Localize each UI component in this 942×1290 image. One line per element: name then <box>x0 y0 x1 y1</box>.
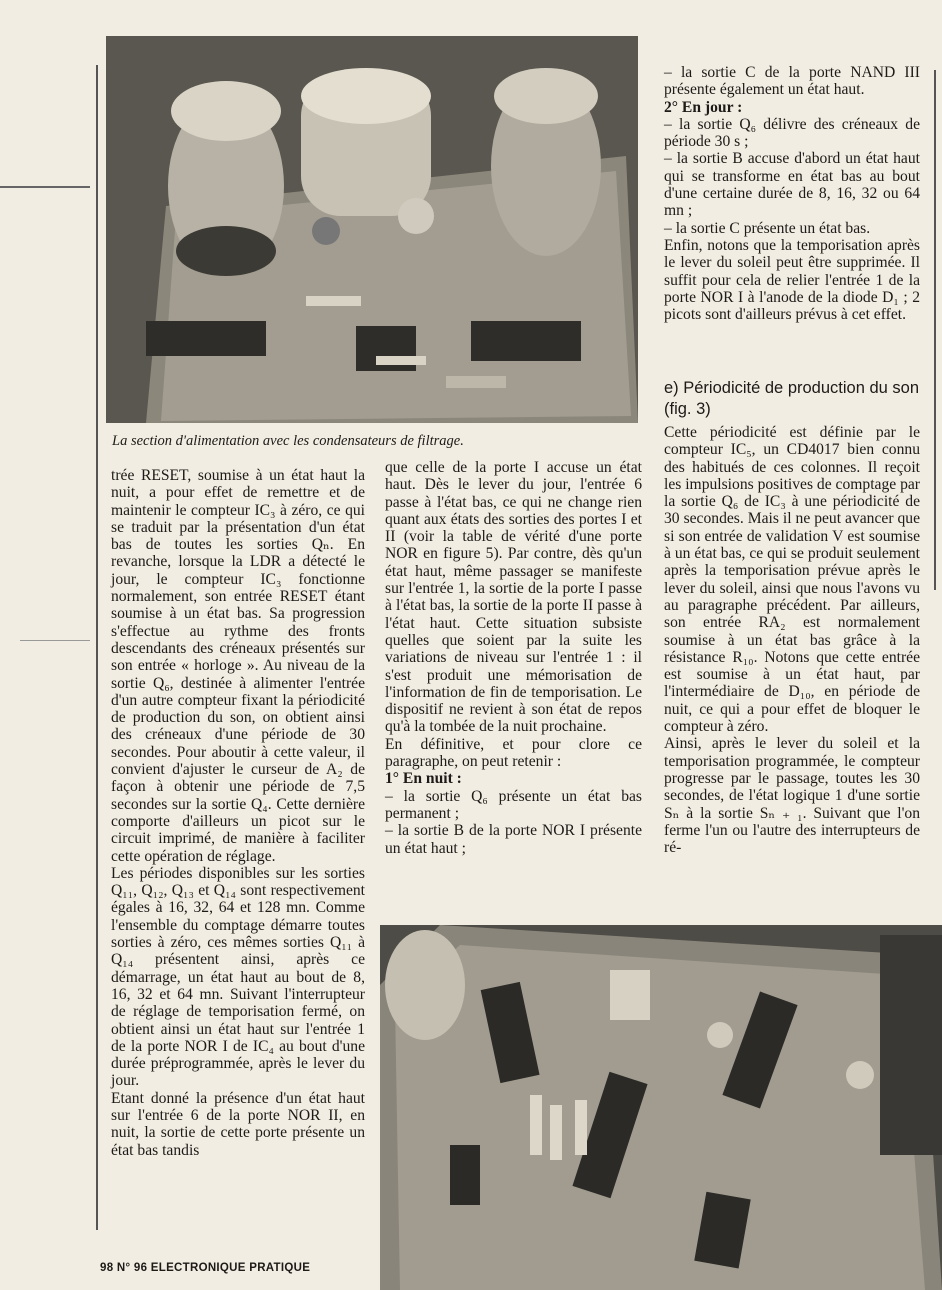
col3-heading-day: 2° En jour : <box>664 98 743 116</box>
column-3-bottom <box>664 424 920 856</box>
col3-paragraph-2: Ainsi, après le lever du soleil et la temporisation programmée, le compteur progresse par le passage, toutes les 30 secondes, de l'état logique 1 d'une sortie Sₙ à la sortie Sₙ ₊ ₁. Suivant que l'on ferme l'un ou l'autre des interrupteurs de ré- <box>664 735 920 857</box>
col2-item-2: – la sortie B de la porte NOR I présente un état haut ; <box>385 822 642 857</box>
col3-item-3: – la sortie C présente un état bas. <box>664 219 871 237</box>
page-footer: 98 N° 96 ELECTRONIQUE PRATIQUE <box>100 1262 311 1274</box>
col2-item-1: – la sortie Q₆ présente un état bas permanent ; <box>385 787 642 822</box>
circuit-board-photo-drawing <box>380 925 942 1290</box>
col2-paragraph-1: que celle de la porte I accuse un état haut. Dès le lever du jour, l'entrée 6 passe à l'état bas, ce qui ne change rien quant aux états des sorties des portes I et II (voir la table de vérité d'une porte NOR en figure 5). Par contre, dès qu'un état haut, même passager se manifeste sur l'entrée 1, la sortie de la porte I passe à l'état bas, la sortie de la porte II passe à l'état haut. Cette situation subsiste quelles que soient par la suite les variations de niveau sur l'entrée 1 : il s'est produit une mémorisation de l'information de fin de temporisation. Le dispositif ne revient à son état de repos qu'à la tombée de la nuit prochaine. <box>385 459 642 736</box>
section-title: e) Périodicité de production du son (fig. 3) <box>664 379 919 418</box>
power-supply-photo <box>106 36 638 423</box>
col3-item-c: – la sortie C de la porte NAND III présente également un état haut. <box>664 64 920 99</box>
column-1 <box>111 467 365 1159</box>
col3-paragraph-1: Cette périodicité est définie par le compteur IC₅, un CD4017 bien connu des habitués de ces colonnes. Il reçoit les impulsions positives de comptage par la sortie Q₆ de IC₃ à une périodicité de 30 secondes. Mais il ne peut avancer que si son entrée de validation V est soumise à un état bas, ce qui se produit seulement après la temporisation prévue après le lever du soleil, ainsi que nous l'avons vu au paragraphe précédent. Par ailleurs, son entrée RA₂ est normalement soumise à un état bas grâce à la résistance R₁₀. Notons que cette entrée est soumise à un état haut, par l'intermédiaire de D₁₀, en période de nuit, ce qui a pour effet de bloquer le compteur à zéro. <box>664 424 920 736</box>
power-supply-photo-drawing <box>106 36 638 423</box>
col1-paragraph-2: Les périodes disponibles sur les sorties Q₁₁, Q₁₂, Q₁₃ et Q₁₄ sont respectivement égales à 16, 32, 64 et 128 mn. Comme l'ensemble du comptage démarre toutes sorties à zéro, ces mêmes sorties Q₁₁ à Q₁₄ présentent ainsi, après ce démarrage, un état haut au bout de 8, 16, 32 et 64 mn. Suivant l'interrupteur de réglage de temporisation fermé, on obtient ainsi un état haut sur l'entrée 1 de la porte NOR I de IC₄ au bout d'une durée préprogrammée, après le lever du jour. <box>111 864 365 1090</box>
column-2 <box>385 459 642 857</box>
right-margin-rule <box>934 70 936 590</box>
circuit-board-photo <box>380 925 942 1290</box>
col1-paragraph-1: trée RESET, soumise à un état haut la nuit, a pour effet de remettre et de maintenir le compteur IC₃ à zéro, ce qui se traduit par la présentation d'un état bas de toutes les sorties Qₙ. En revanche, lorsque la LDR a détecté le jour, le compteur IC₃ fonctionne normalement, son entrée RESET étant soumise à un état bas. Sa progression s'effectue au rythme des fronts descendants des créneaux présentés sur son entrée « horloge ». Au niveau de la sortie Q₆, destinée à alimenter l'entrée d'un autre compteur fixant la périodicité de production du son, on obtient ainsi des créneaux d'une période de 30 secondes. Pour aboutir à cette valeur, il convient d'ajuster le curseur de A₂ de façon à obtenir une période de 7,5 secondes sur la sortie Q₄. Cette dernière comporte d'ailleurs un picot sur le circuit imprimé, de manière à faciliter cette opération de réglage. <box>111 467 365 865</box>
column-3-top <box>664 64 920 323</box>
col1-paragraph-3: Etant donné la présence d'un état haut sur l'entrée 6 de la porte NOR II, en nuit, la sortie de cette porte présente un état bas tandis <box>111 1089 365 1159</box>
margin-dash <box>0 186 90 188</box>
col3-paragraph-enfin: Enfin, notons que la temporisation après le lever du soleil peut être supprimée. Il suffit pour cela de relier l'entrée 1 de la porte NOR I à l'anode de la diode D₁ ; 2 picots sont d'ailleurs prévus à cet effet. <box>664 236 920 324</box>
margin-dash-2 <box>20 640 90 641</box>
photo-caption: La section d'alimentation avec les condensateurs de filtrage. <box>112 433 464 449</box>
margin-rule-top <box>96 65 98 1230</box>
col3-item-1: – la sortie Q₆ délivre des créneaux de période 30 s ; <box>664 115 920 151</box>
col2-paragraph-2: En définitive, et pour clore ce paragraphe, on peut retenir : <box>385 735 642 771</box>
col2-heading-night: 1° En nuit : <box>385 770 462 788</box>
col3-item-2: – la sortie B accuse d'abord un état haut qui se transforme en état bas au bout d'une certaine durée de 8, 16, 32 ou 64 mn ; <box>664 150 920 220</box>
